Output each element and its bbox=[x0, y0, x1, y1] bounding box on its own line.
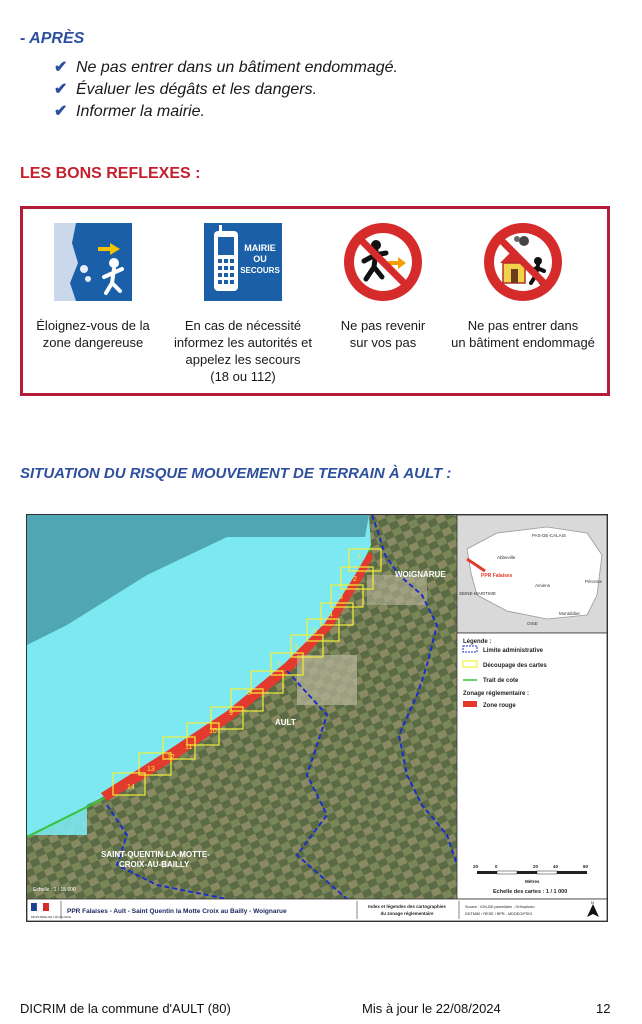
reflex-item: MAIRIE OU SECOURS En cas de nécessité informez les autorités et appelez les secours (18 ou 112) bbox=[168, 223, 318, 385]
svg-text:DDTM80 / RESE / BPR - MDDEG/PS: DDTM80 / RESE / BPR - MDDEG/PSIG bbox=[465, 912, 533, 916]
reflexes-box bbox=[20, 206, 610, 396]
svg-text:Légende :: Légende : bbox=[463, 639, 492, 645]
svg-text:Abbeville: Abbeville bbox=[497, 555, 516, 560]
svg-text:8: 8 bbox=[247, 690, 251, 697]
svg-text:du zonage réglementaire: du zonage réglementaire bbox=[380, 911, 434, 916]
phone-icon bbox=[204, 223, 282, 301]
svg-text:40: 40 bbox=[553, 864, 559, 869]
svg-text:MAIRIE: MAIRIE bbox=[244, 243, 276, 253]
svg-text:0: 0 bbox=[495, 864, 498, 869]
no-return-icon bbox=[344, 223, 422, 301]
svg-text:1: 1 bbox=[357, 554, 361, 561]
svg-text:11: 11 bbox=[185, 744, 193, 751]
svg-text:Montdidier: Montdidier bbox=[559, 611, 581, 616]
apres-item: ✔ Évaluer les dégâts et les dangers. bbox=[54, 79, 398, 101]
apres-item: ✔ Ne pas entrer dans un bâtiment endommagé. bbox=[54, 57, 398, 79]
svg-text:PPR Falaises - Ault - Saint Qu: PPR Falaises - Ault - Saint Quentin la Motte Croix au Bailly - Woignarue bbox=[67, 908, 287, 915]
svg-text:10: 10 bbox=[209, 728, 217, 735]
svg-text:2: 2 bbox=[353, 576, 357, 583]
situation-heading: SITUATION DU RISQUE MOUVEMENT DE TERRAIN À AULT : bbox=[20, 465, 452, 482]
legend-panel bbox=[457, 633, 607, 899]
svg-text:60: 60 bbox=[583, 864, 589, 869]
svg-text:OU: OU bbox=[253, 254, 267, 264]
svg-text:Zone rouge: Zone rouge bbox=[483, 703, 516, 709]
svg-text:Source : IGN-BD parcellaire -: Source : IGN-BD parcellaire - Orthophoto bbox=[465, 905, 535, 909]
apres-item: ✔ Informer la mairie. bbox=[54, 101, 398, 123]
svg-text:13: 13 bbox=[147, 766, 155, 773]
label-ault: AULT bbox=[275, 718, 296, 727]
svg-text:12: 12 bbox=[167, 754, 175, 761]
apres-list bbox=[54, 57, 398, 123]
svg-text:Echelle : 1 / 15 000: Echelle : 1 / 15 000 bbox=[33, 887, 76, 893]
reflexes-heading: LES BONS REFLEXES : bbox=[20, 165, 201, 182]
svg-text:9: 9 bbox=[229, 710, 233, 717]
svg-text:5: 5 bbox=[313, 628, 317, 635]
svg-text:Echelle des cartes : 1 / 1 000: Echelle des cartes : 1 / 1 000 bbox=[493, 889, 568, 895]
checkmark-icon: ✔ bbox=[54, 81, 68, 98]
reflex-item: Ne pas revenir sur vos pas bbox=[323, 223, 443, 351]
footer-date: Mis à jour le 22/08/2024 bbox=[362, 1001, 501, 1016]
svg-text:N: N bbox=[591, 900, 594, 905]
svg-text:20: 20 bbox=[533, 864, 539, 869]
svg-text:14: 14 bbox=[127, 784, 135, 791]
svg-text:6: 6 bbox=[295, 644, 299, 651]
reflex-item: Ne pas entrer dans un bâtiment endommagé bbox=[443, 223, 603, 351]
label-woignarue: WOIGNARUE bbox=[395, 570, 446, 579]
page-number: 12 bbox=[596, 1001, 611, 1016]
svg-text:3: 3 bbox=[339, 594, 343, 601]
no-enter-building-icon bbox=[484, 223, 562, 301]
svg-text:SEINE-MARITIME: SEINE-MARITIME bbox=[459, 591, 497, 596]
svg-text:OISE: OISE bbox=[527, 621, 538, 626]
falling-rocks-icon bbox=[54, 223, 132, 301]
apres-heading: - APRÈS bbox=[20, 30, 85, 47]
svg-text:SECOURS: SECOURS bbox=[240, 266, 280, 275]
checkmark-icon: ✔ bbox=[54, 59, 68, 76]
reflex-item: Éloignez-vous de la zone dangereuse bbox=[33, 223, 153, 351]
svg-text:PAS-DE-CALAIS: PAS-DE-CALAIS bbox=[532, 533, 566, 538]
svg-text:Zonage réglementaire :: Zonage réglementaire : bbox=[463, 691, 530, 697]
footer-commune: DICRIM de la commune d'AULT (80) bbox=[20, 1001, 231, 1016]
svg-text:Découpage des cartes: Découpage des cartes bbox=[483, 663, 547, 669]
svg-text:4: 4 bbox=[329, 612, 333, 619]
svg-text:Trait de cote: Trait de cote bbox=[483, 678, 519, 684]
checkmark-icon: ✔ bbox=[54, 103, 68, 120]
svg-text:MINISTÈRE DE L'ÉCOLOGIE: MINISTÈRE DE L'ÉCOLOGIE bbox=[31, 915, 72, 919]
svg-text:Limite administrative: Limite administrative bbox=[483, 648, 544, 654]
svg-text:Amiens: Amiens bbox=[535, 583, 551, 588]
svg-text:CROIX-AU-BAILLY: CROIX-AU-BAILLY bbox=[119, 860, 190, 869]
svg-text:Péronne: Péronne bbox=[585, 579, 603, 584]
risk-map bbox=[26, 514, 608, 922]
svg-text:PPR Falaises: PPR Falaises bbox=[481, 573, 513, 579]
label-saint-quentin: SAINT-QUENTIN-LA-MOTTE- bbox=[101, 850, 210, 859]
svg-text:7: 7 bbox=[277, 662, 281, 669]
svg-text:20: 20 bbox=[473, 864, 479, 869]
svg-text:Index et légendes des cartogra: Index et légendes des cartographies bbox=[368, 904, 446, 909]
svg-text:Mètres: Mètres bbox=[525, 879, 540, 884]
